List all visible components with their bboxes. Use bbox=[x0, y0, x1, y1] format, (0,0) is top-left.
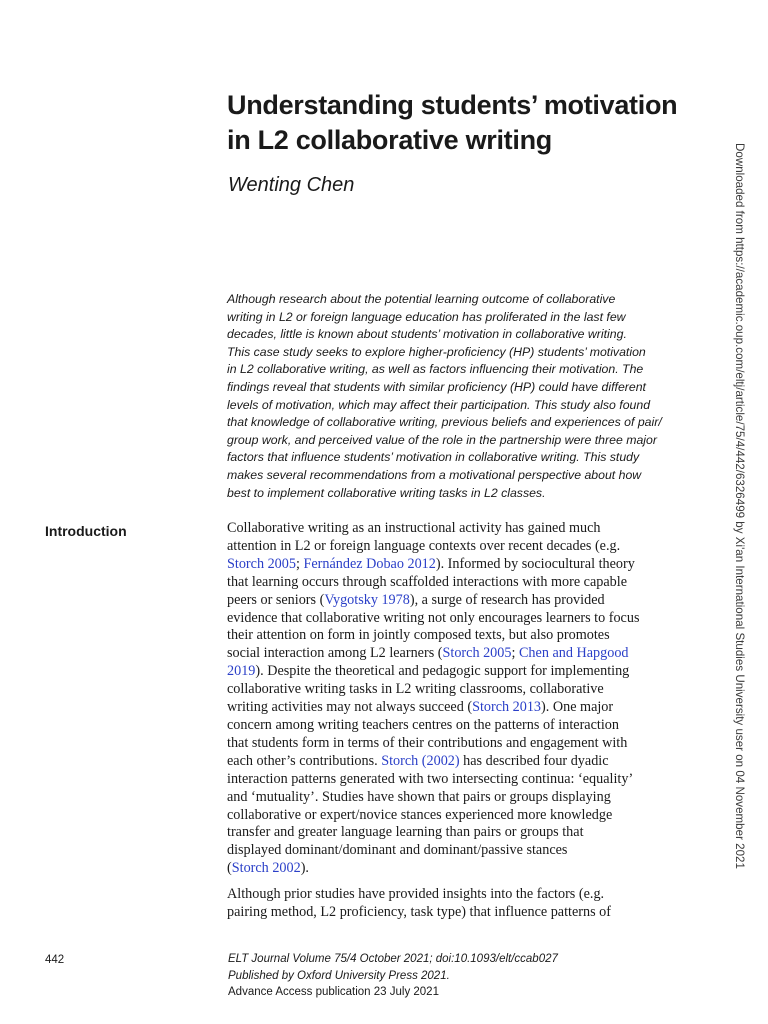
body-line bbox=[227, 789, 697, 807]
body-text bbox=[227, 520, 697, 922]
body-line bbox=[227, 663, 697, 681]
section-heading-introduction: Introduction bbox=[45, 523, 127, 539]
body-text-run: attention in L2 or foreign language contexts over recent decades (e.g. bbox=[227, 537, 621, 554]
abstract-line: makes several recommendations from a motivational perspective about how bbox=[227, 467, 642, 482]
body-text-run: ( bbox=[227, 860, 232, 877]
citation-link[interactable]: Storch 2005 bbox=[227, 555, 296, 572]
abstract-line: Although research about the potential learning outcome of collaborative bbox=[227, 292, 616, 306]
abstract-line: group work, and perceived value of the role in the partnership were three major bbox=[227, 432, 657, 447]
footer-access-line: Advance Access publication 23 July 2021 bbox=[228, 986, 439, 998]
body-line bbox=[227, 824, 697, 842]
citation-link[interactable]: Storch 2005 bbox=[442, 645, 512, 662]
body-text-run: peers or seniors ( bbox=[227, 591, 325, 608]
citation-link[interactable]: Storch 2013 bbox=[472, 699, 542, 716]
abstract-line: that knowledge of collaborative writing, previous beliefs and experiences of pair/ bbox=[227, 415, 662, 430]
body-text-run: ). One major bbox=[541, 699, 614, 716]
abstract-line: factors that influence students’ motivation in collaborative writing. This study bbox=[227, 450, 640, 465]
body-line bbox=[227, 681, 697, 699]
abstract-line: findings reveal that students with similar proficiency (HP) could have different bbox=[227, 379, 646, 394]
body-line bbox=[227, 538, 697, 556]
body-line bbox=[227, 735, 697, 753]
body-text-run: displayed dominant/dominant and dominant/passive stances bbox=[227, 842, 568, 859]
body-text-run: social interaction among L2 learners ( bbox=[227, 645, 443, 662]
citation-link[interactable]: 2019 bbox=[227, 663, 256, 680]
body-line bbox=[227, 842, 697, 860]
body-text-run: ). Informed by sociocultural theory bbox=[435, 555, 635, 572]
body-line bbox=[227, 699, 697, 717]
body-line bbox=[227, 574, 697, 592]
body-line bbox=[227, 717, 697, 735]
citation-link[interactable]: Storch 2002 bbox=[231, 860, 301, 877]
body-text-run: ). bbox=[300, 860, 309, 877]
body-line bbox=[227, 627, 697, 645]
body-line bbox=[227, 807, 697, 825]
footer-journal-line: ELT Journal Volume 75/4 October 2021; doi:10.1093/elt/ccab027 bbox=[228, 953, 558, 965]
article-title-line: in L2 collaborative writing bbox=[227, 125, 552, 155]
journal-footer bbox=[228, 951, 558, 1001]
citation-link[interactable]: Fernández Dobao 2012 bbox=[303, 555, 436, 572]
body-text-run: evidence that collaborative writing not only encourages learners to focus bbox=[227, 609, 640, 626]
body-line bbox=[227, 753, 697, 771]
body-text-run: interaction patterns generated with two intersecting continua: ‘equality’ bbox=[227, 770, 634, 787]
citation-link[interactable]: Vygotsky 1978 bbox=[324, 591, 410, 608]
body-text-run: that learning occurs through scaffolded interactions with more capable bbox=[227, 573, 627, 590]
body-text-run: each other’s contributions. bbox=[227, 752, 382, 769]
paragraph-2 bbox=[227, 886, 697, 922]
body-text-run: their attention on form in jointly composed texts, but also promotes bbox=[227, 627, 610, 644]
body-text-run: Although prior studies have provided insights into the factors (e.g. bbox=[227, 886, 605, 903]
abstract-line: levels of motivation, which may affect their participation. This study also found bbox=[227, 397, 651, 412]
abstract-line: in L2 collaborative writing, as well as factors influencing their motivation. The bbox=[227, 362, 644, 377]
body-line bbox=[227, 592, 697, 610]
citation-link[interactable]: Storch (2002) bbox=[381, 752, 460, 769]
paragraph-1 bbox=[227, 520, 697, 878]
body-line bbox=[227, 645, 697, 663]
abstract-line: best to implement collaborative writing tasks in L2 classes. bbox=[227, 485, 546, 500]
body-text-run: ; bbox=[295, 555, 304, 572]
body-line bbox=[227, 886, 697, 904]
body-text-run: writing activities may not always succeed ( bbox=[227, 699, 473, 716]
body-line bbox=[227, 904, 697, 922]
footer-publisher-line: Published by Oxford University Press 2021. bbox=[228, 969, 450, 982]
body-line bbox=[227, 520, 697, 538]
abstract-line: decades, little is known about students’ motivation in collaborative writing. bbox=[227, 327, 627, 342]
body-line bbox=[227, 860, 697, 878]
body-text-run: collaborative or expert/novice stances experienced more knowledge bbox=[227, 806, 613, 823]
article-title bbox=[227, 88, 707, 158]
abstract-line: This case study seeks to explore higher-proficiency (HP) students’ motivation bbox=[227, 344, 646, 359]
body-text-run: concern among writing teachers centres on the patterns of interaction bbox=[227, 716, 619, 733]
body-text-run: pairing method, L2 proficiency, task type) that influence patterns of bbox=[227, 904, 611, 921]
abstract bbox=[227, 291, 697, 502]
author-name: Wenting Chen bbox=[228, 174, 355, 196]
body-line bbox=[227, 556, 697, 574]
body-text-run: collaborative writing tasks in L2 writing classrooms, collaborative bbox=[227, 681, 604, 698]
body-text-run: and ‘mutuality’. Studies have shown that pairs or groups displaying bbox=[227, 788, 611, 805]
citation-link[interactable]: Chen and Hapgood bbox=[518, 645, 629, 662]
body-text-run: Collaborative writing as an instructional activity has gained much bbox=[227, 520, 601, 536]
body-line bbox=[227, 771, 697, 789]
body-line bbox=[227, 610, 697, 628]
body-text-run: ). Despite the theoretical and pedagogic support for implementing bbox=[255, 663, 630, 680]
body-text-run: has described four dyadic bbox=[459, 752, 609, 769]
body-text-run: ; bbox=[511, 645, 519, 662]
article-title-line: Understanding students’ motivation bbox=[227, 90, 678, 120]
page-number: 442 bbox=[45, 954, 65, 966]
download-notice: Downloaded from https://academic.oup.com/eltj/article/75/4/442/6326499 by Xi'an International Studies University user on 04 November 2021 bbox=[733, 143, 746, 869]
abstract-line: writing in L2 or foreign language education has proliferated in the last few bbox=[227, 309, 626, 324]
body-text-run: transfer and greater language learning than pairs or groups that bbox=[227, 824, 584, 841]
body-text-run: that students form in terms of their contributions and engagement with bbox=[227, 734, 628, 751]
body-text-run: ), a surge of research has provided bbox=[409, 591, 605, 608]
